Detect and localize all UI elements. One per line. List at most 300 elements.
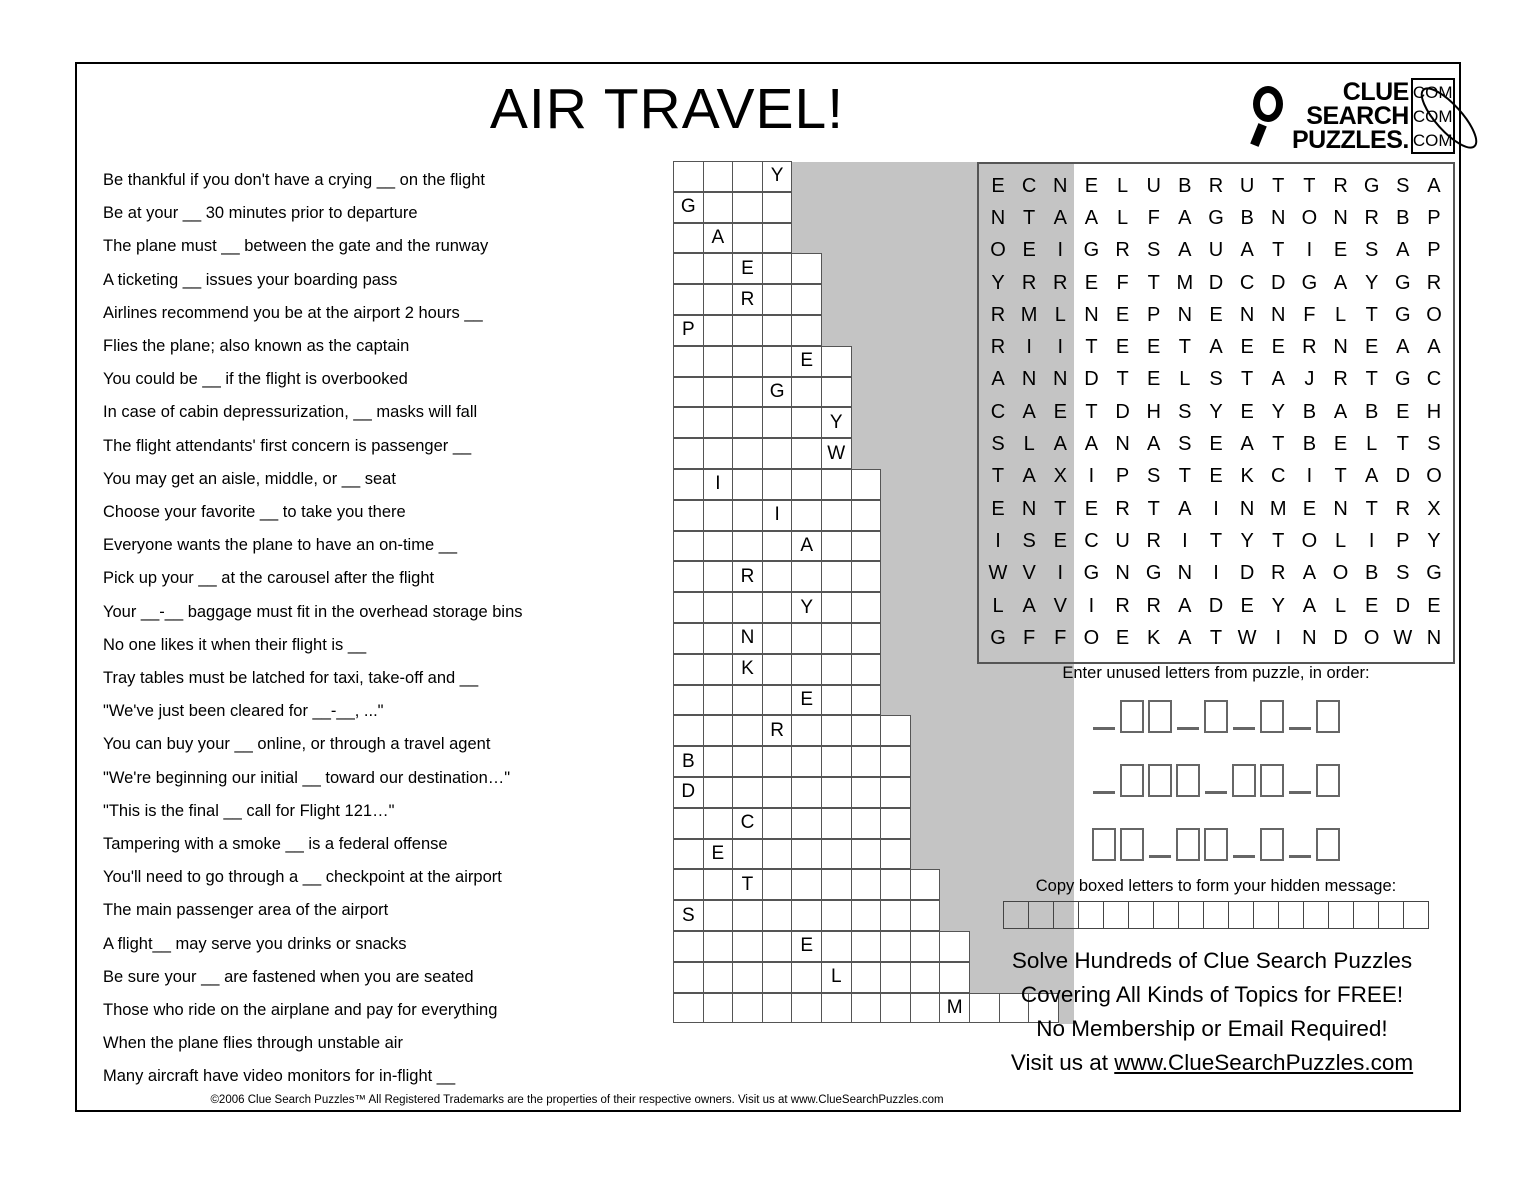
word-search-letter[interactable]: X bbox=[1053, 465, 1067, 488]
word-search-letter[interactable]: F bbox=[1054, 626, 1067, 649]
answer-slot-line[interactable] bbox=[1093, 791, 1115, 794]
crossword-cell[interactable] bbox=[791, 900, 822, 931]
word-search-letter[interactable]: T bbox=[1334, 465, 1347, 488]
crossword-cell[interactable] bbox=[880, 993, 911, 1024]
word-search-letter[interactable]: N bbox=[1021, 368, 1037, 391]
word-search-letter[interactable]: J bbox=[1304, 368, 1315, 391]
word-search-letter[interactable]: I bbox=[1306, 239, 1313, 262]
answer-slot-line[interactable] bbox=[1205, 791, 1227, 794]
word-search-letter[interactable]: N bbox=[1021, 497, 1037, 520]
crossword-cell[interactable]: S bbox=[673, 900, 704, 931]
crossword-cell[interactable] bbox=[851, 962, 882, 993]
crossword-cell[interactable] bbox=[851, 715, 882, 746]
crossword-cell[interactable] bbox=[703, 685, 734, 716]
word-search-letter[interactable]: O bbox=[1301, 529, 1318, 552]
answer-slot-line[interactable] bbox=[1149, 855, 1171, 858]
word-search-letter[interactable]: I bbox=[995, 529, 1001, 552]
word-search-letter[interactable]: Y bbox=[1209, 400, 1223, 423]
word-search-letter[interactable]: W bbox=[1237, 626, 1257, 649]
word-search-letter[interactable]: I bbox=[1213, 562, 1219, 585]
word-search-letter[interactable]: B bbox=[1302, 433, 1317, 456]
word-search-letter[interactable]: C bbox=[1271, 465, 1286, 488]
word-search-letter[interactable]: E bbox=[1115, 336, 1130, 359]
crossword-cell[interactable]: B bbox=[673, 746, 704, 777]
word-search-letter[interactable]: R bbox=[1146, 529, 1161, 552]
crossword-cell[interactable] bbox=[732, 223, 763, 254]
answer-slot-box[interactable] bbox=[1316, 828, 1340, 861]
answer-slot-box[interactable] bbox=[1176, 764, 1200, 797]
word-search-letter[interactable]: E bbox=[1302, 497, 1317, 520]
crossword-cell[interactable] bbox=[703, 315, 734, 346]
word-search-letter[interactable]: R bbox=[1302, 336, 1317, 359]
word-search-letter[interactable]: T bbox=[1272, 433, 1285, 456]
word-search-letter[interactable]: O bbox=[1426, 465, 1442, 488]
word-search-letter[interactable]: T bbox=[1272, 174, 1285, 197]
word-search-letter[interactable]: A bbox=[1240, 239, 1254, 262]
crossword-cell[interactable] bbox=[703, 623, 734, 654]
word-search-letter[interactable]: F bbox=[1023, 626, 1036, 649]
crossword-cell[interactable] bbox=[703, 531, 734, 562]
word-search-letter[interactable]: T bbox=[1365, 497, 1378, 520]
crossword-cell[interactable] bbox=[821, 931, 852, 962]
word-search-letter[interactable]: Y bbox=[1427, 529, 1441, 552]
answer-slot-box[interactable] bbox=[1260, 764, 1284, 797]
crossword-cell[interactable]: E bbox=[791, 931, 822, 962]
word-search-letter[interactable]: A bbox=[1084, 433, 1099, 456]
crossword-cell[interactable] bbox=[673, 623, 704, 654]
word-search-letter[interactable]: R bbox=[1053, 271, 1068, 294]
word-search-letter[interactable]: M bbox=[1269, 497, 1287, 520]
crossword-cell[interactable] bbox=[791, 561, 822, 592]
crossword-cell[interactable] bbox=[762, 407, 793, 438]
word-search-letter[interactable]: B bbox=[1365, 400, 1379, 423]
word-search-letter[interactable]: N bbox=[1084, 303, 1099, 326]
word-search-letter[interactable]: E bbox=[1022, 239, 1036, 262]
crossword-cell[interactable] bbox=[762, 623, 793, 654]
answer-slot-box[interactable] bbox=[1148, 700, 1172, 733]
crossword-cell[interactable] bbox=[821, 500, 852, 531]
crossword-cell[interactable] bbox=[791, 377, 822, 408]
word-search-letter[interactable]: D bbox=[1395, 465, 1411, 488]
crossword-cell[interactable] bbox=[732, 531, 763, 562]
crossword-cell[interactable] bbox=[791, 715, 822, 746]
word-search-letter[interactable]: E bbox=[1115, 303, 1130, 326]
answer-slot-box[interactable] bbox=[1092, 828, 1116, 861]
crossword-cell[interactable] bbox=[851, 654, 882, 685]
crossword-cell[interactable] bbox=[880, 869, 911, 900]
word-search-letter[interactable]: R bbox=[990, 303, 1006, 326]
word-search-letter[interactable]: L bbox=[992, 594, 1004, 617]
crossword-cell[interactable] bbox=[703, 654, 734, 685]
word-search-letter[interactable]: I bbox=[1306, 465, 1313, 488]
crossword-cell[interactable] bbox=[762, 561, 793, 592]
crossword-cell[interactable] bbox=[880, 931, 911, 962]
word-search-letter[interactable]: D bbox=[1208, 271, 1224, 294]
crossword-cell[interactable] bbox=[821, 377, 852, 408]
word-search-letter[interactable]: N bbox=[1271, 206, 1286, 229]
crossword-cell[interactable] bbox=[703, 161, 734, 192]
crossword-cell[interactable] bbox=[910, 962, 941, 993]
crossword-cell[interactable] bbox=[762, 777, 793, 808]
word-search-letter[interactable]: P bbox=[1427, 206, 1441, 229]
word-search-letter[interactable]: R bbox=[1208, 174, 1224, 197]
crossword-cell[interactable] bbox=[762, 869, 793, 900]
word-search-letter[interactable]: A bbox=[1427, 336, 1441, 359]
word-search-letter[interactable]: Y bbox=[1240, 529, 1254, 552]
word-search-letter[interactable]: B bbox=[1178, 174, 1192, 197]
word-search-letter[interactable]: T bbox=[1272, 529, 1285, 552]
word-search-letter[interactable]: T bbox=[1209, 626, 1223, 649]
word-search-letter[interactable]: E bbox=[1396, 400, 1410, 423]
crossword-cell[interactable] bbox=[703, 931, 734, 962]
word-search-letter[interactable]: I bbox=[1368, 529, 1375, 552]
crossword-cell[interactable] bbox=[703, 192, 734, 223]
word-search-letter[interactable]: O bbox=[1332, 562, 1349, 585]
crossword-cell[interactable] bbox=[703, 407, 734, 438]
hidden-message-cell[interactable] bbox=[1078, 901, 1104, 929]
crossword-cell[interactable] bbox=[673, 931, 704, 962]
hidden-message-boxes[interactable] bbox=[977, 901, 1455, 929]
crossword-cell[interactable]: E bbox=[791, 685, 822, 716]
hidden-message-cell[interactable] bbox=[1178, 901, 1204, 929]
word-search-letter[interactable]: P bbox=[1427, 239, 1441, 262]
crossword-cell[interactable] bbox=[673, 715, 704, 746]
crossword-cell[interactable] bbox=[821, 531, 852, 562]
word-search-letter[interactable]: W bbox=[1393, 626, 1413, 649]
word-search-letter[interactable]: P bbox=[1396, 529, 1410, 552]
word-search-letter[interactable]: O bbox=[990, 239, 1006, 262]
crossword-cell[interactable] bbox=[821, 346, 852, 377]
crossword-cell[interactable] bbox=[732, 900, 763, 931]
word-search-letter[interactable]: A bbox=[1022, 465, 1036, 488]
word-search-letter[interactable]: L bbox=[1366, 433, 1378, 456]
word-search-letter[interactable]: H bbox=[1146, 400, 1161, 423]
crossword-cell[interactable] bbox=[703, 377, 734, 408]
crossword-cell[interactable]: R bbox=[762, 715, 793, 746]
crossword-cell[interactable] bbox=[910, 993, 941, 1024]
crossword-cell[interactable] bbox=[821, 993, 852, 1024]
word-search-letter[interactable]: I bbox=[1182, 529, 1188, 552]
word-search-letter[interactable]: R bbox=[1426, 271, 1442, 294]
crossword-cell[interactable] bbox=[791, 654, 822, 685]
word-search-letter[interactable]: E bbox=[1240, 336, 1254, 359]
crossword-cell[interactable]: D bbox=[673, 777, 704, 808]
crossword-cell[interactable]: T bbox=[732, 869, 763, 900]
word-search-letter[interactable]: A bbox=[1333, 400, 1348, 423]
hidden-message-cell[interactable] bbox=[1053, 901, 1079, 929]
word-search-letter[interactable]: L bbox=[1054, 303, 1066, 326]
word-search-letter[interactable]: I bbox=[1213, 497, 1219, 520]
crossword-cell[interactable] bbox=[851, 869, 882, 900]
answer-slot-line[interactable] bbox=[1289, 727, 1311, 730]
crossword-cell[interactable] bbox=[851, 777, 882, 808]
crossword-cell[interactable] bbox=[762, 531, 793, 562]
word-search-letter[interactable]: E bbox=[1365, 336, 1379, 359]
word-search-letter[interactable]: I bbox=[1057, 562, 1064, 585]
hidden-message-cell[interactable] bbox=[1153, 901, 1179, 929]
answer-slot-box[interactable] bbox=[1204, 700, 1228, 733]
crossword-cell[interactable] bbox=[791, 284, 822, 315]
word-search-letter[interactable]: G bbox=[1301, 271, 1318, 294]
word-search-letter[interactable]: E bbox=[1333, 433, 1348, 456]
website-link[interactable]: www.ClueSearchPuzzles.com bbox=[1114, 1050, 1414, 1075]
crossword-cell[interactable]: K bbox=[732, 654, 763, 685]
crossword-cell[interactable]: P bbox=[673, 315, 704, 346]
word-search-letter[interactable]: L bbox=[1179, 368, 1191, 391]
hidden-message-cell[interactable] bbox=[1253, 901, 1279, 929]
word-search-grid[interactable] bbox=[977, 162, 1455, 664]
word-search-letter[interactable]: V bbox=[1022, 562, 1036, 585]
word-search-letter[interactable]: I bbox=[1057, 239, 1064, 262]
crossword-cell[interactable] bbox=[762, 469, 793, 500]
word-search-letter[interactable]: Y bbox=[1271, 400, 1285, 423]
crossword-cell[interactable] bbox=[762, 192, 793, 223]
crossword-cell[interactable] bbox=[703, 715, 734, 746]
word-search-letter[interactable]: T bbox=[1303, 174, 1316, 197]
crossword-cell[interactable] bbox=[732, 592, 763, 623]
crossword-cell[interactable]: L bbox=[821, 962, 852, 993]
word-search-letter[interactable]: N bbox=[1271, 303, 1286, 326]
hidden-message-cell[interactable] bbox=[1378, 901, 1404, 929]
word-search-letter[interactable]: L bbox=[1334, 303, 1347, 326]
crossword-cell[interactable] bbox=[762, 253, 793, 284]
word-search-letter[interactable]: O bbox=[1301, 206, 1318, 229]
word-search-letter[interactable]: G bbox=[1145, 562, 1162, 585]
word-search-letter[interactable]: S bbox=[1147, 239, 1161, 262]
crossword-cell[interactable] bbox=[703, 869, 734, 900]
word-search-letter[interactable]: A bbox=[1302, 594, 1317, 617]
crossword-cell[interactable] bbox=[791, 962, 822, 993]
word-search-letter[interactable]: A bbox=[1209, 336, 1223, 359]
word-search-letter[interactable]: S bbox=[1209, 368, 1223, 391]
crossword-cell[interactable] bbox=[851, 993, 882, 1024]
word-search-letter[interactable]: D bbox=[1333, 626, 1348, 649]
hidden-message-cell[interactable] bbox=[1003, 901, 1029, 929]
answer-slot-box[interactable] bbox=[1120, 764, 1144, 797]
word-search-letter[interactable]: M bbox=[1020, 303, 1038, 326]
crossword-cell[interactable] bbox=[762, 685, 793, 716]
word-search-letter[interactable]: A bbox=[1178, 206, 1192, 229]
crossword-cell[interactable] bbox=[791, 438, 822, 469]
word-search-letter[interactable]: V bbox=[1053, 594, 1067, 617]
word-search-letter[interactable]: X bbox=[1427, 497, 1441, 520]
hidden-message-cell[interactable] bbox=[1403, 901, 1429, 929]
hidden-message-cell[interactable] bbox=[1328, 901, 1354, 929]
crossword-cell[interactable] bbox=[762, 746, 793, 777]
crossword-cell[interactable] bbox=[673, 469, 704, 500]
crossword-cell[interactable] bbox=[732, 962, 763, 993]
word-search-letter[interactable]: A bbox=[1365, 465, 1379, 488]
word-search-letter[interactable]: T bbox=[1116, 368, 1129, 391]
crossword-cell[interactable] bbox=[821, 839, 852, 870]
crossword-cell[interactable] bbox=[762, 962, 793, 993]
crossword-cell[interactable] bbox=[851, 900, 882, 931]
word-search-letter[interactable]: A bbox=[1302, 562, 1317, 585]
word-search-letter[interactable]: T bbox=[1178, 336, 1191, 359]
word-search-letter[interactable]: G bbox=[1395, 303, 1411, 326]
word-search-letter[interactable]: S bbox=[1147, 465, 1161, 488]
word-search-letter[interactable]: T bbox=[1396, 433, 1409, 456]
crossword-cell[interactable]: G bbox=[762, 377, 793, 408]
crossword-cell[interactable] bbox=[791, 253, 822, 284]
word-search-letter[interactable]: N bbox=[1115, 433, 1130, 456]
word-search-letter[interactable]: T bbox=[1054, 497, 1067, 520]
word-search-letter[interactable]: D bbox=[1208, 594, 1224, 617]
word-search-letter[interactable]: G bbox=[1363, 174, 1380, 197]
word-search-letter[interactable]: A bbox=[1333, 271, 1348, 294]
word-search-letter[interactable]: L bbox=[1117, 174, 1129, 197]
crossword-cell[interactable] bbox=[673, 253, 704, 284]
word-search-letter[interactable]: U bbox=[1115, 529, 1130, 552]
word-search-letter[interactable]: L bbox=[1334, 529, 1347, 552]
crossword-cell[interactable] bbox=[732, 407, 763, 438]
crossword-cell[interactable] bbox=[791, 839, 822, 870]
answer-slot-line[interactable] bbox=[1177, 727, 1199, 730]
word-search-letter[interactable]: A bbox=[1178, 626, 1192, 649]
crossword-cell[interactable] bbox=[673, 377, 704, 408]
word-search-letter[interactable]: A bbox=[1022, 594, 1036, 617]
answer-slot-box[interactable] bbox=[1316, 700, 1340, 733]
crossword-cell[interactable] bbox=[821, 808, 852, 839]
word-search-letter[interactable]: G bbox=[1083, 239, 1100, 262]
crossword-cell[interactable] bbox=[821, 715, 852, 746]
crossword-cell[interactable] bbox=[703, 746, 734, 777]
crossword-cell[interactable]: M bbox=[939, 993, 970, 1024]
word-search-letter[interactable]: D bbox=[1115, 400, 1130, 423]
crossword-cell[interactable] bbox=[762, 315, 793, 346]
crossword-cell[interactable]: Y bbox=[791, 592, 822, 623]
crossword-cell[interactable] bbox=[851, 808, 882, 839]
word-search-letter[interactable]: R bbox=[1115, 594, 1130, 617]
word-search-letter[interactable]: E bbox=[1084, 174, 1099, 197]
crossword-cell[interactable] bbox=[703, 346, 734, 377]
word-search-letter[interactable]: T bbox=[991, 465, 1005, 488]
crossword-cell[interactable] bbox=[821, 561, 852, 592]
answer-slot-line[interactable] bbox=[1233, 855, 1255, 858]
crossword-cell[interactable] bbox=[673, 438, 704, 469]
word-search-letter[interactable]: S bbox=[1178, 433, 1192, 456]
word-search-letter[interactable]: A bbox=[991, 368, 1005, 391]
crossword-cell[interactable] bbox=[703, 500, 734, 531]
word-search-letter[interactable]: G bbox=[1395, 271, 1411, 294]
word-search-letter[interactable]: R bbox=[1333, 174, 1348, 197]
word-search-letter[interactable]: F bbox=[1303, 303, 1316, 326]
word-search-letter[interactable]: I bbox=[1088, 465, 1095, 488]
word-search-letter[interactable]: N bbox=[1053, 368, 1068, 391]
crossword-cell[interactable] bbox=[732, 715, 763, 746]
answer-slot-box[interactable] bbox=[1120, 700, 1144, 733]
crossword-cell[interactable] bbox=[880, 715, 911, 746]
word-search-letter[interactable]: T bbox=[1241, 368, 1254, 391]
crossword-cell[interactable] bbox=[732, 315, 763, 346]
word-search-letter[interactable]: E bbox=[1053, 400, 1067, 423]
word-search-letter[interactable]: E bbox=[1427, 594, 1441, 617]
crossword-cell[interactable] bbox=[732, 192, 763, 223]
word-search-letter[interactable]: A bbox=[1396, 239, 1410, 262]
word-search-letter[interactable]: C bbox=[1239, 271, 1255, 294]
crossword-cell[interactable] bbox=[732, 346, 763, 377]
crossword-cell[interactable] bbox=[673, 161, 704, 192]
word-search-letter[interactable]: Y bbox=[1365, 271, 1379, 294]
word-search-letter[interactable]: B bbox=[1302, 400, 1317, 423]
word-search-letter[interactable]: Y bbox=[991, 271, 1005, 294]
crossword-cell[interactable] bbox=[762, 839, 793, 870]
answer-slot-box[interactable] bbox=[1176, 828, 1200, 861]
word-search-letter[interactable]: A bbox=[1178, 497, 1192, 520]
crossword-cell[interactable] bbox=[703, 561, 734, 592]
crossword-cell[interactable] bbox=[762, 654, 793, 685]
crossword-cell[interactable] bbox=[851, 469, 882, 500]
word-search-letter[interactable]: A bbox=[1022, 400, 1036, 423]
word-search-letter[interactable]: P bbox=[1115, 465, 1130, 488]
crossword-cell[interactable] bbox=[821, 469, 852, 500]
word-search-letter[interactable]: W bbox=[988, 562, 1008, 585]
crossword-cell[interactable] bbox=[821, 746, 852, 777]
hidden-message-cell[interactable] bbox=[1228, 901, 1254, 929]
word-search-letter[interactable]: B bbox=[1396, 206, 1410, 229]
word-search-letter[interactable]: E bbox=[1115, 626, 1130, 649]
word-search-letter[interactable]: T bbox=[1085, 336, 1098, 359]
hidden-message-cell[interactable] bbox=[1128, 901, 1154, 929]
crossword-cell[interactable] bbox=[821, 685, 852, 716]
word-search-letter[interactable]: K bbox=[1147, 626, 1161, 649]
word-search-letter[interactable]: R bbox=[1146, 594, 1161, 617]
crossword-cell[interactable] bbox=[732, 993, 763, 1024]
crossword-cell[interactable] bbox=[791, 623, 822, 654]
crossword-cell[interactable] bbox=[851, 500, 882, 531]
word-search-letter[interactable]: L bbox=[1334, 594, 1347, 617]
crossword-cell[interactable] bbox=[732, 438, 763, 469]
crossword-cell[interactable] bbox=[762, 931, 793, 962]
crossword-cell[interactable] bbox=[732, 777, 763, 808]
crossword-cell[interactable] bbox=[703, 993, 734, 1024]
word-search-letter[interactable]: N bbox=[1115, 562, 1130, 585]
word-search-letter[interactable]: F bbox=[1147, 206, 1160, 229]
crossword-cell[interactable] bbox=[703, 253, 734, 284]
crossword-cell[interactable]: A bbox=[703, 223, 734, 254]
word-search-letter[interactable]: N bbox=[990, 206, 1006, 229]
word-search-letter[interactable]: U bbox=[1208, 239, 1224, 262]
word-search-letter[interactable]: I bbox=[1057, 336, 1064, 359]
word-search-letter[interactable]: E bbox=[1333, 239, 1348, 262]
word-search-letter[interactable]: O bbox=[1426, 303, 1442, 326]
crossword-cell[interactable]: R bbox=[732, 284, 763, 315]
word-search-letter[interactable]: E bbox=[991, 497, 1005, 520]
word-search-letter[interactable]: K bbox=[1240, 465, 1254, 488]
word-search-letter[interactable]: B bbox=[1240, 206, 1254, 229]
crossword-cell[interactable]: E bbox=[732, 253, 763, 284]
crossword-cell[interactable] bbox=[673, 839, 704, 870]
word-search-letter[interactable]: R bbox=[1115, 497, 1130, 520]
unused-letter-slots[interactable] bbox=[977, 689, 1455, 861]
crossword-cell[interactable] bbox=[732, 746, 763, 777]
word-search-letter[interactable]: C bbox=[1426, 368, 1442, 391]
word-search-letter[interactable]: A bbox=[1427, 174, 1441, 197]
answer-slot-line[interactable] bbox=[1233, 727, 1255, 730]
answer-slot-box[interactable] bbox=[1260, 828, 1284, 861]
word-search-letter[interactable]: E bbox=[1365, 594, 1379, 617]
word-search-letter[interactable]: D bbox=[1271, 271, 1286, 294]
word-search-letter[interactable]: E bbox=[991, 174, 1005, 197]
crossword-cell[interactable] bbox=[910, 869, 941, 900]
word-search-letter[interactable]: R bbox=[1364, 206, 1379, 229]
word-search-letter[interactable]: N bbox=[1239, 497, 1255, 520]
hidden-message-cell[interactable] bbox=[1353, 901, 1379, 929]
crossword-cell[interactable] bbox=[673, 808, 704, 839]
word-search-letter[interactable]: G bbox=[1426, 562, 1442, 585]
word-search-letter[interactable]: E bbox=[1147, 336, 1161, 359]
word-search-letter[interactable]: N bbox=[1053, 174, 1068, 197]
